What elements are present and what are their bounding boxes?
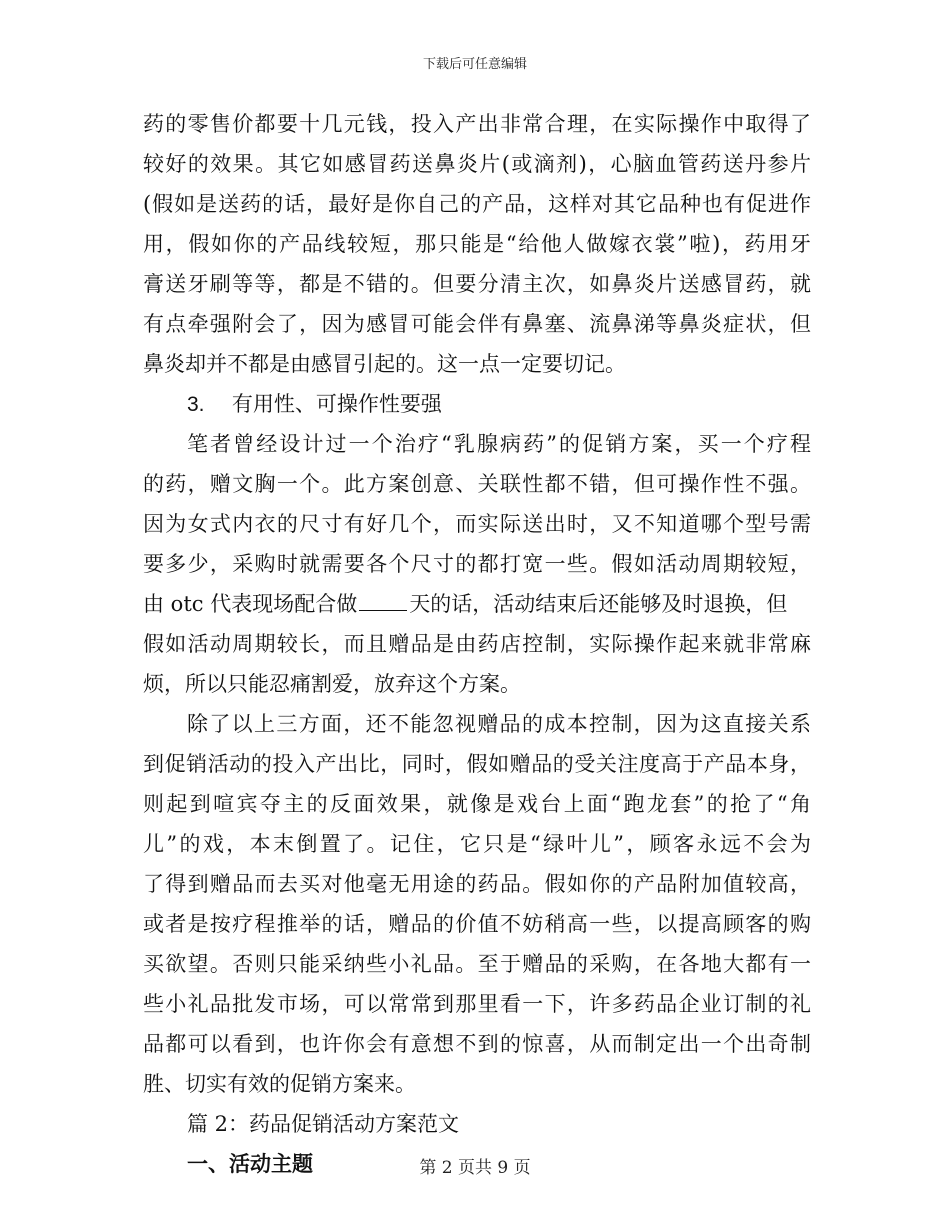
text-line: 烦，所以只能忍痛割爱，放弃这个方案。 [143, 672, 521, 696]
text-line: 则起到喧宾夺主的反面效果，就像是戏台上面“跑龙套”的抢了“角 [143, 792, 811, 816]
document-body [143, 104, 811, 1184]
text-line: 了得到赠品而去买对他毫无用途的药品。假如你的产品附加值较高， [143, 872, 811, 896]
text-line: 些小礼品批发市场，可以常常到那里看一下，许多药品企业订制的礼 [143, 992, 811, 1016]
text-line: 因为女式内衣的尺寸有好几个，而实际送出时，又不知道哪个型号需 [143, 512, 811, 536]
text-line: 鼻炎却并不都是由感冒引起的。这一点一定要切记。 [143, 352, 626, 376]
text-segment: 天的话，活动结束后还能够及时退换，但 [409, 592, 788, 616]
text-line: 笔者曾经设计过一个治疗“乳腺病药”的促销方案，买一个疗程 [187, 432, 811, 456]
fill-in-blank [359, 588, 407, 611]
text-line: 有点牵强附会了，因为感冒可能会伴有鼻塞、流鼻涕等鼻炎症状，但 [143, 312, 811, 336]
paragraph [143, 424, 811, 704]
text-line: (假如是送药的话，最好是你自己的产品，这样对其它品种也有促进作 [143, 192, 811, 216]
text-line: 较好的效果。其它如感冒药送鼻炎片(或滴剂)，心脑血管药送丹参片 [143, 152, 811, 176]
subheading-text: 有用性、可操作性要强 [231, 392, 442, 416]
text-line: 膏送牙刷等等，都是不错的。但要分清主次，如鼻炎片送感冒药，就 [143, 272, 811, 296]
text-line: 用，假如你的产品线较短，那只能是“给他人做嫁衣裳”啦)，药用牙 [143, 232, 811, 256]
paragraph [143, 104, 811, 384]
page-header: 下载后可任意编辑 [422, 57, 527, 72]
section-title: 篇 2：药品促销活动方案范文 [187, 1112, 460, 1136]
text-line: 药的零售价都要十几元钱，投入产出非常合理，在实际操作中取得了 [143, 112, 811, 136]
text-line: 到促销活动的投入产出比，同时，假如赠品的受关注度高于产品本身， [143, 752, 811, 776]
heading: 一、活动主题 [187, 1152, 313, 1176]
text-segment: 由 otc 代表现场配合做 [143, 592, 358, 616]
text-line: 胜、切实有效的促销方案来。 [143, 1072, 416, 1096]
text-line: 或者是按疗程推举的话，赠品的价值不妨稍高一些，以提高顾客的购 [143, 912, 811, 936]
page-footer: 第 2 页共 9 页 [419, 1158, 531, 1178]
paragraph [143, 704, 811, 1104]
text-line: 除了以上三方面，还不能忽视赠品的成本控制，因为这直接关系 [187, 712, 811, 736]
text-line: 买欲望。否则只能采纳些小礼品。至于赠品的采购，在各地大都有一 [143, 952, 811, 976]
text-line: 儿”的戏，本末倒置了。记住，它只是“绿叶儿”，顾客永远不会为 [143, 832, 811, 856]
text-line: 要多少，采购时就需要各个尺寸的都打宽一些。假如活动周期较短， [143, 552, 811, 576]
text-line-with-blank [143, 584, 811, 624]
subheading [143, 384, 811, 424]
text-line: 品都可以看到，也许你会有意想不到的惊喜，从而制定出一个出奇制 [143, 1032, 811, 1056]
text-line: 假如活动周期较长，而且赠品是由药店控制，实际操作起来就非常麻 [143, 632, 811, 656]
text-line: 的药，赠文胸一个。此方案创意、关联性都不错，但可操作性不强。 [143, 472, 811, 496]
subheading-number: 3. [187, 393, 205, 416]
